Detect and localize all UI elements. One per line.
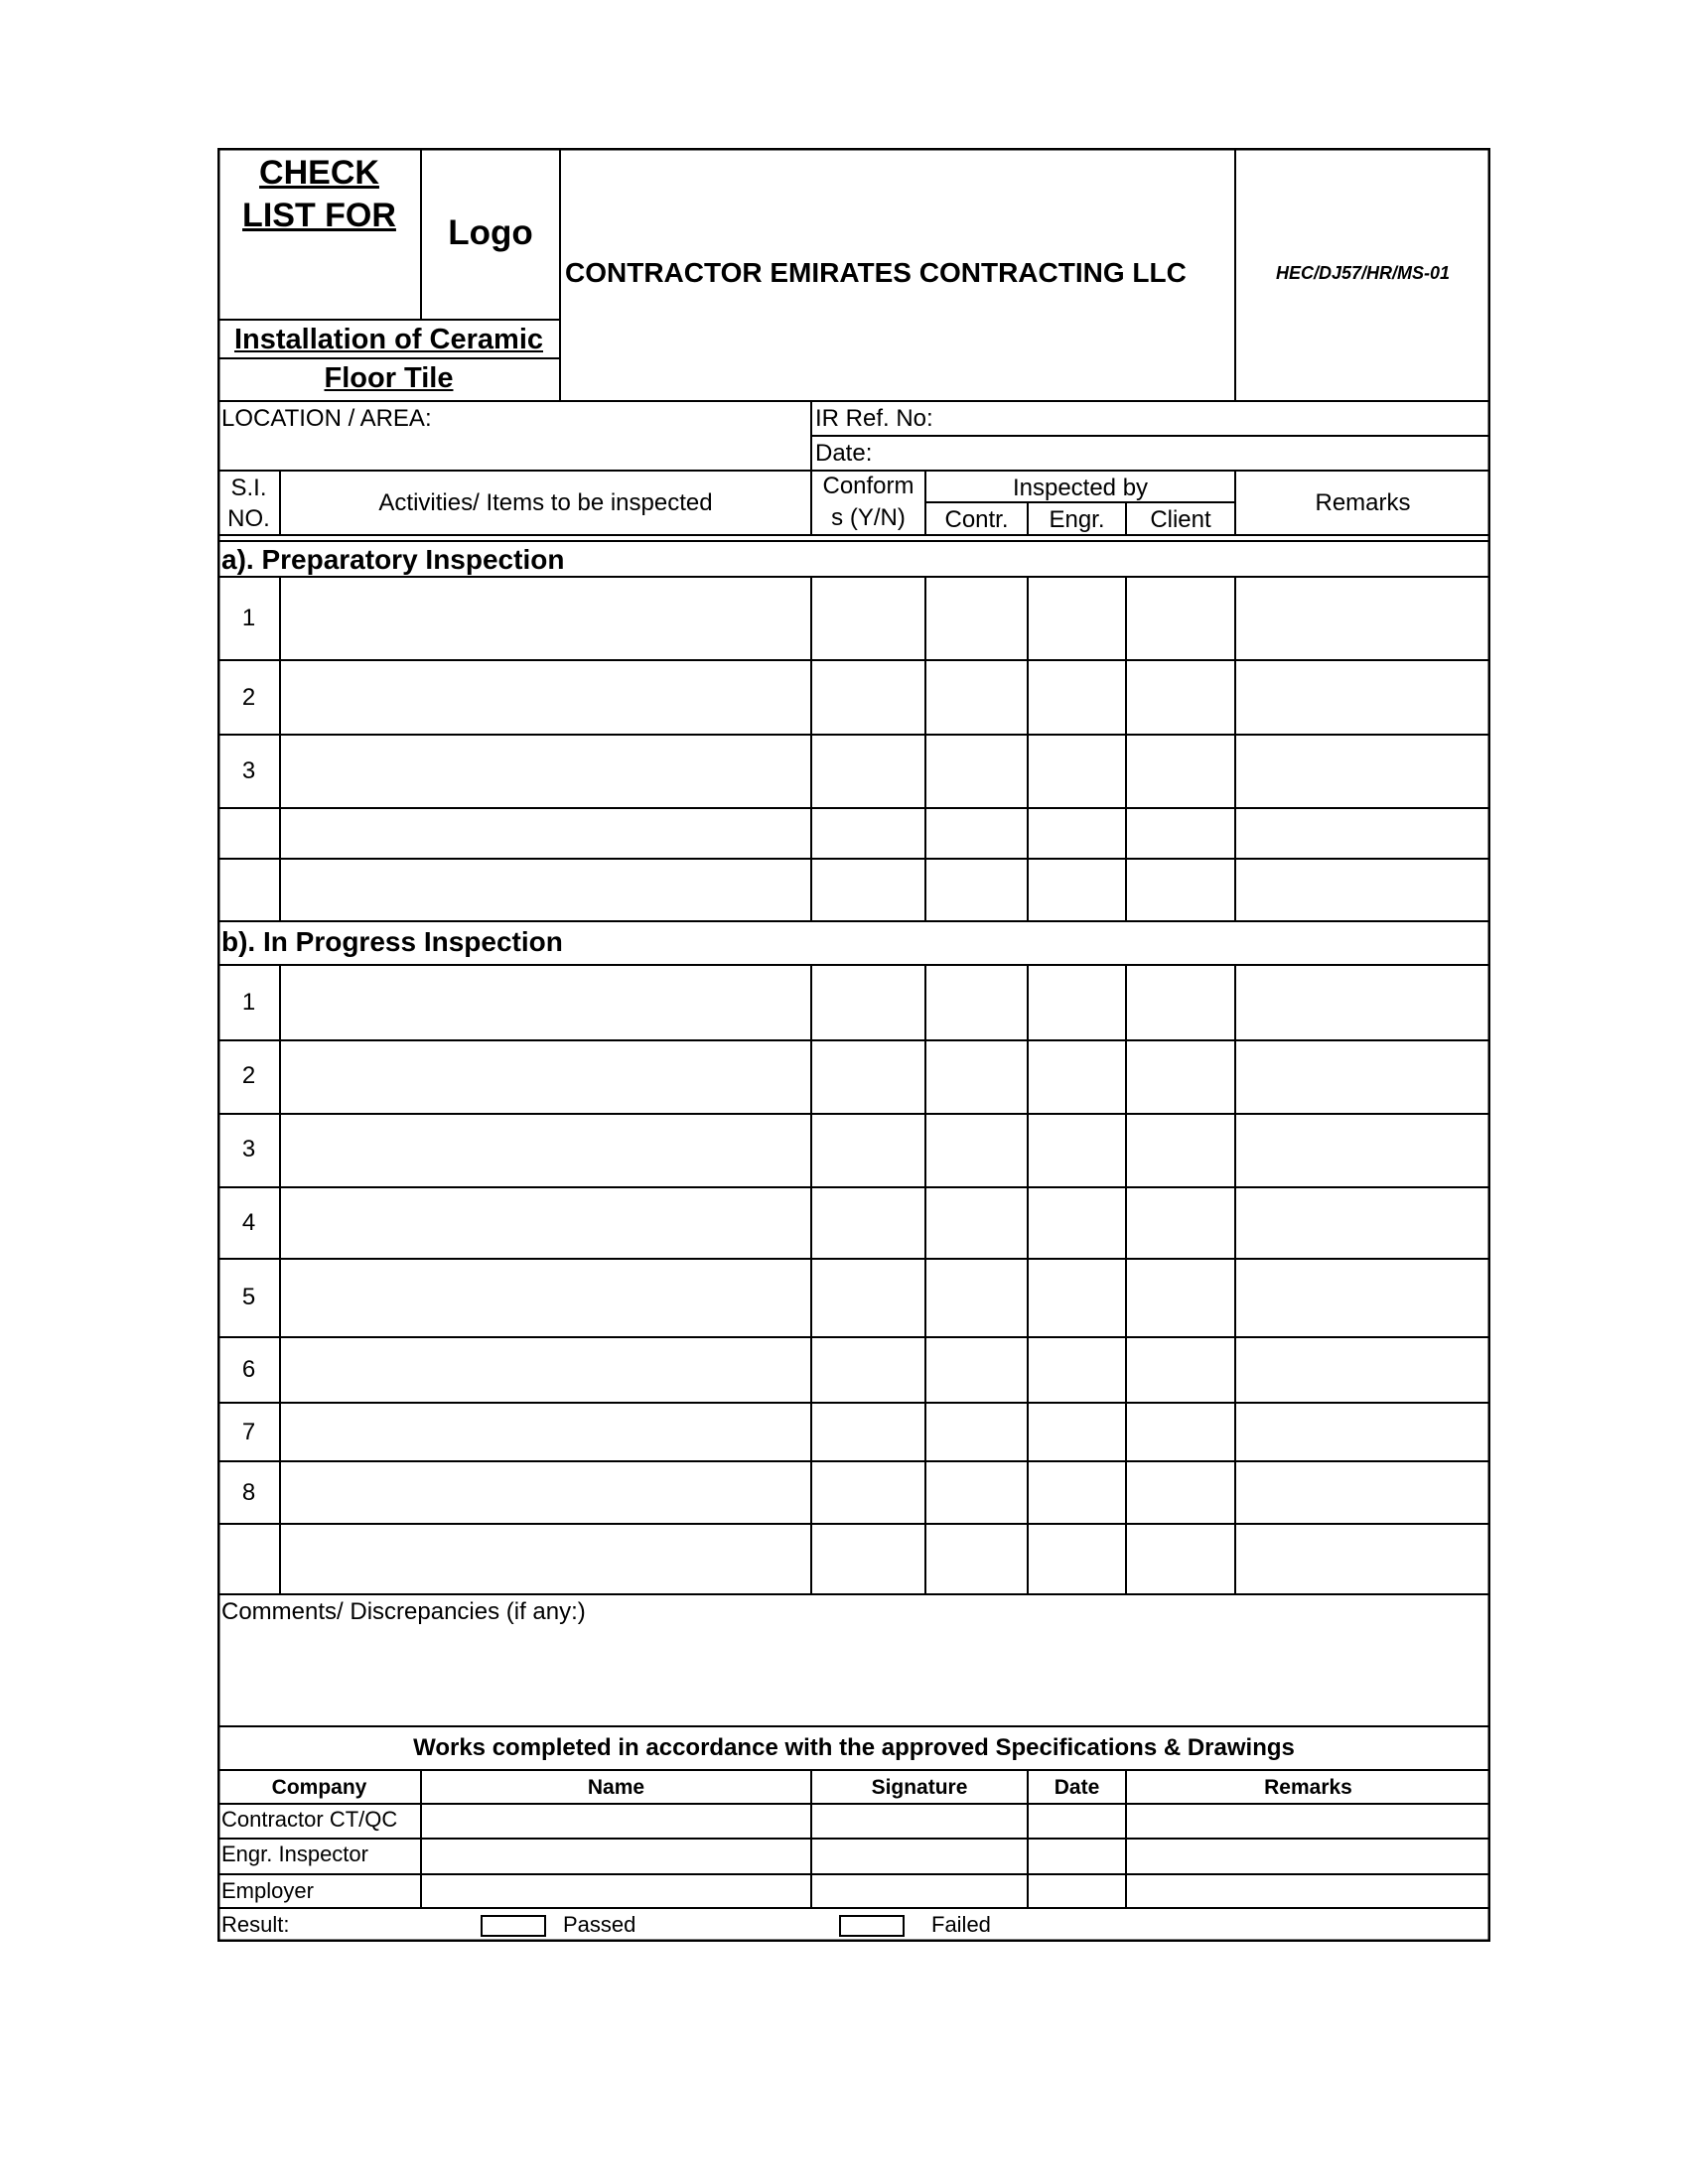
ir-ref-field[interactable]: IR Ref. No: xyxy=(815,405,933,432)
col-header-engr: Engr. xyxy=(1049,506,1105,533)
approval-statement: Works completed in accordance with the approved Specifications & Drawings xyxy=(413,1734,1295,1761)
row-number: 1 xyxy=(241,989,256,1016)
approval-header-company: Company xyxy=(271,1776,367,1799)
row-number: 1 xyxy=(241,605,256,631)
date-field[interactable]: Date: xyxy=(815,440,873,467)
checklist-subject-line1: Installation of Ceramic xyxy=(233,324,543,355)
approval-row-company: Employer xyxy=(221,1878,314,1903)
approval-row-company: Contractor CT/QC xyxy=(221,1807,398,1832)
section-b-title: b). In Progress Inspection xyxy=(221,926,563,957)
checklist-subject-line2: Floor Tile xyxy=(324,362,454,394)
comments-discrepancies-field[interactable]: Comments/ Discrepancies (if any:) xyxy=(221,1598,586,1625)
col-header-inspected-by: Inspected by xyxy=(1012,475,1149,501)
approval-header-remarks: Remarks xyxy=(1264,1776,1352,1799)
row-number: 7 xyxy=(241,1419,256,1445)
col-header-remarks: Remarks xyxy=(1315,489,1411,516)
row-number: 6 xyxy=(241,1356,256,1383)
col-header-si-line1: S.I. xyxy=(230,475,267,501)
approval-header-signature: Signature xyxy=(871,1776,968,1799)
row-number: 4 xyxy=(241,1209,256,1236)
failed-checkbox[interactable] xyxy=(839,1915,905,1937)
form-title-line2: LIST FOR xyxy=(242,197,396,234)
col-header-si-line2: NO. xyxy=(227,505,270,532)
location-area-field[interactable]: LOCATION / AREA: xyxy=(221,405,432,432)
row-number: 3 xyxy=(241,757,256,784)
approval-row-company: Engr. Inspector xyxy=(221,1842,368,1866)
approval-header-date: Date xyxy=(1054,1776,1100,1799)
company-name: CONTRACTOR EMIRATES CONTRACTING LLC xyxy=(565,257,1187,288)
failed-label: Failed xyxy=(931,1912,991,1937)
row-number: 2 xyxy=(241,1062,256,1089)
col-header-client: Client xyxy=(1150,506,1211,533)
row-number: 5 xyxy=(241,1284,256,1310)
passed-label: Passed xyxy=(563,1912,636,1937)
row-number: 3 xyxy=(241,1136,256,1162)
approval-header-name: Name xyxy=(587,1776,645,1799)
document-reference: HEC/DJ57/HR/MS-01 xyxy=(1275,263,1451,283)
passed-checkbox[interactable] xyxy=(481,1915,546,1937)
row-number: 2 xyxy=(241,684,256,711)
col-header-conforms-line2: s (Y/N) xyxy=(831,504,906,531)
col-header-activities: Activities/ Items to be inspected xyxy=(378,489,713,516)
row-number: 8 xyxy=(241,1479,256,1506)
logo-placeholder: Logo xyxy=(448,213,533,252)
col-header-contr: Contr. xyxy=(944,506,1009,533)
section-a-title: a). Preparatory Inspection xyxy=(221,544,565,575)
col-header-conforms-line1: Conform xyxy=(822,473,914,499)
form-title-line1: CHECK xyxy=(259,154,379,192)
checklist-form xyxy=(217,148,1490,1942)
result-label: Result: xyxy=(221,1912,290,1937)
